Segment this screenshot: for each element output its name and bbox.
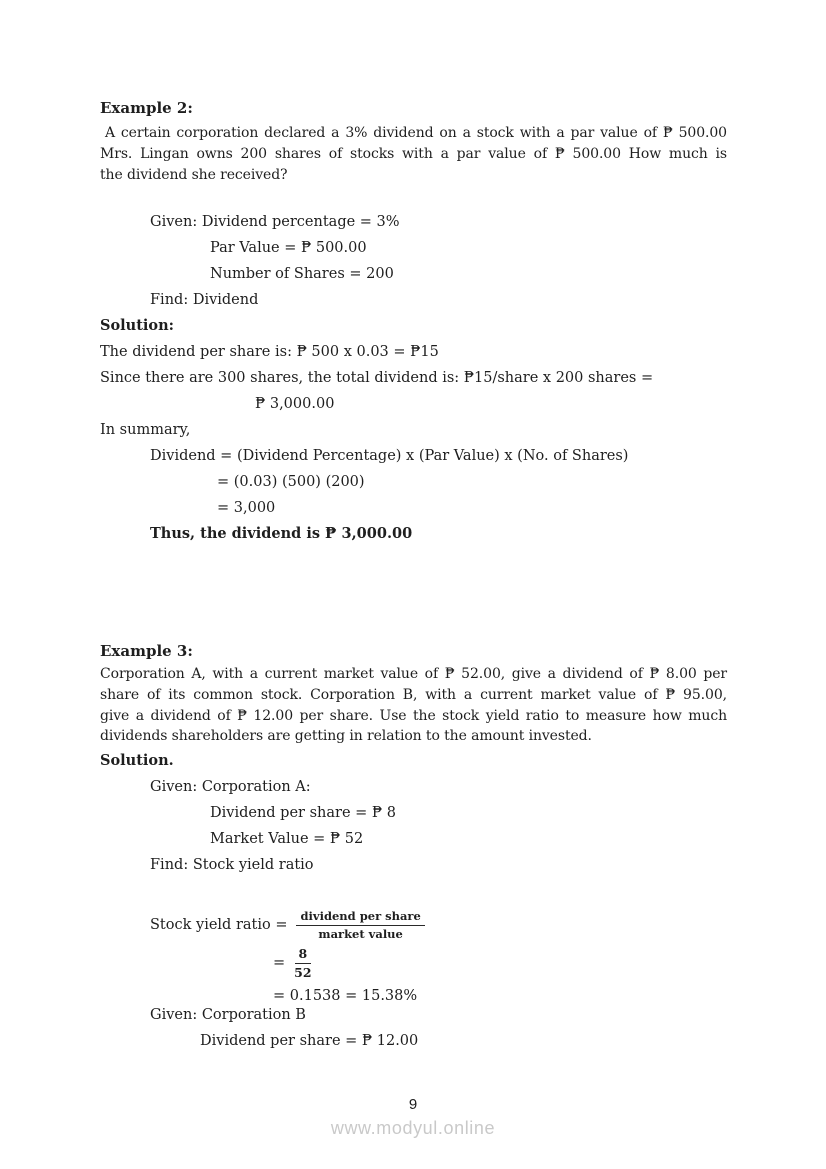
fraction-denominator: 52 bbox=[294, 964, 312, 980]
fraction bbox=[294, 946, 311, 980]
solution-line: The dividend per share is: ₱ 500 x 0.03 = ₱15 bbox=[100, 344, 439, 360]
paragraph-line: the dividend she received? bbox=[100, 166, 288, 183]
summary-line: = (0.03) (500) (200) bbox=[217, 474, 365, 490]
equation-result: = 0.1538 = 15.38% bbox=[273, 988, 418, 1004]
example2-heading: Example 2: bbox=[100, 99, 193, 117]
given-line: Given: Corporation A: bbox=[150, 779, 311, 795]
summary-line: Dividend = (Dividend Percentage) x (Par Value) x (No. of Shares) bbox=[150, 448, 629, 464]
stock-yield-equation bbox=[100, 906, 727, 1010]
fraction-denominator: market value bbox=[318, 926, 403, 941]
page-number: 9 bbox=[408, 1096, 418, 1113]
corporation-b-given bbox=[100, 1002, 727, 1054]
given-line: Given: Corporation B bbox=[150, 1007, 306, 1023]
equals-sign: = bbox=[273, 955, 286, 971]
given-line: Par Value = ₱ 500.00 bbox=[210, 240, 367, 256]
paragraph-line: share of its common stock. Corporation B, with a current market value of ₱ 95.00, bbox=[100, 686, 727, 703]
given-line: Given: Dividend percentage = 3% bbox=[150, 214, 400, 230]
solution-heading: Solution. bbox=[100, 752, 174, 769]
example3-solution bbox=[100, 748, 727, 878]
given-line: Dividend per share = ₱ 12.00 bbox=[200, 1033, 419, 1049]
site-watermark: www.modyul.online bbox=[330, 1118, 496, 1138]
equation-line bbox=[100, 906, 727, 944]
equation-lhs: Stock yield ratio = bbox=[150, 917, 288, 933]
example2-problem bbox=[100, 123, 727, 185]
solution-line: ₱ 3,000.00 bbox=[255, 396, 335, 412]
given-line: Number of Shares = 200 bbox=[210, 266, 394, 282]
find-line: Find: Stock yield ratio bbox=[150, 857, 314, 873]
solution-line: Since there are 300 shares, the total dividend is: ₱15/share x 200 shares = bbox=[100, 370, 654, 386]
fraction bbox=[296, 909, 424, 942]
example3-heading: Example 3: bbox=[100, 642, 193, 660]
summary-line: = 3,000 bbox=[217, 500, 276, 516]
page-footer bbox=[0, 1096, 826, 1140]
solution-line: In summary, bbox=[100, 422, 191, 438]
conclusion-line: Thus, the dividend is ₱ 3,000.00 bbox=[150, 525, 413, 542]
paragraph-line: A certain corporation declared a 3% dividend on a stock with a par value of ₱ 500.00 bbox=[105, 125, 727, 141]
solution-heading: Solution: bbox=[100, 317, 174, 334]
example3-problem bbox=[100, 664, 727, 747]
paragraph-line: Corporation A, with a current market value of ₱ 52.00, give a dividend of ₱ 8.00 per bbox=[100, 666, 727, 682]
paragraph-line: dividends shareholders are getting in relation to the amount invested. bbox=[100, 728, 592, 745]
equation-line bbox=[100, 944, 727, 982]
given-line: Dividend per share = ₱ 8 bbox=[210, 805, 396, 821]
example2-solution bbox=[100, 209, 727, 547]
paragraph-line: Mrs. Lingan owns 200 shares of stocks with a par value of ₱ 500.00 How much is bbox=[100, 145, 727, 162]
find-line: Find: Dividend bbox=[150, 292, 259, 308]
fraction-numerator: 8 bbox=[295, 946, 312, 964]
given-line: Market Value = ₱ 52 bbox=[210, 831, 364, 847]
paragraph-line: give a dividend of ₱ 12.00 per share. Use the stock yield ratio to measure how much bbox=[100, 707, 727, 724]
fraction-numerator: dividend per share bbox=[296, 909, 424, 926]
